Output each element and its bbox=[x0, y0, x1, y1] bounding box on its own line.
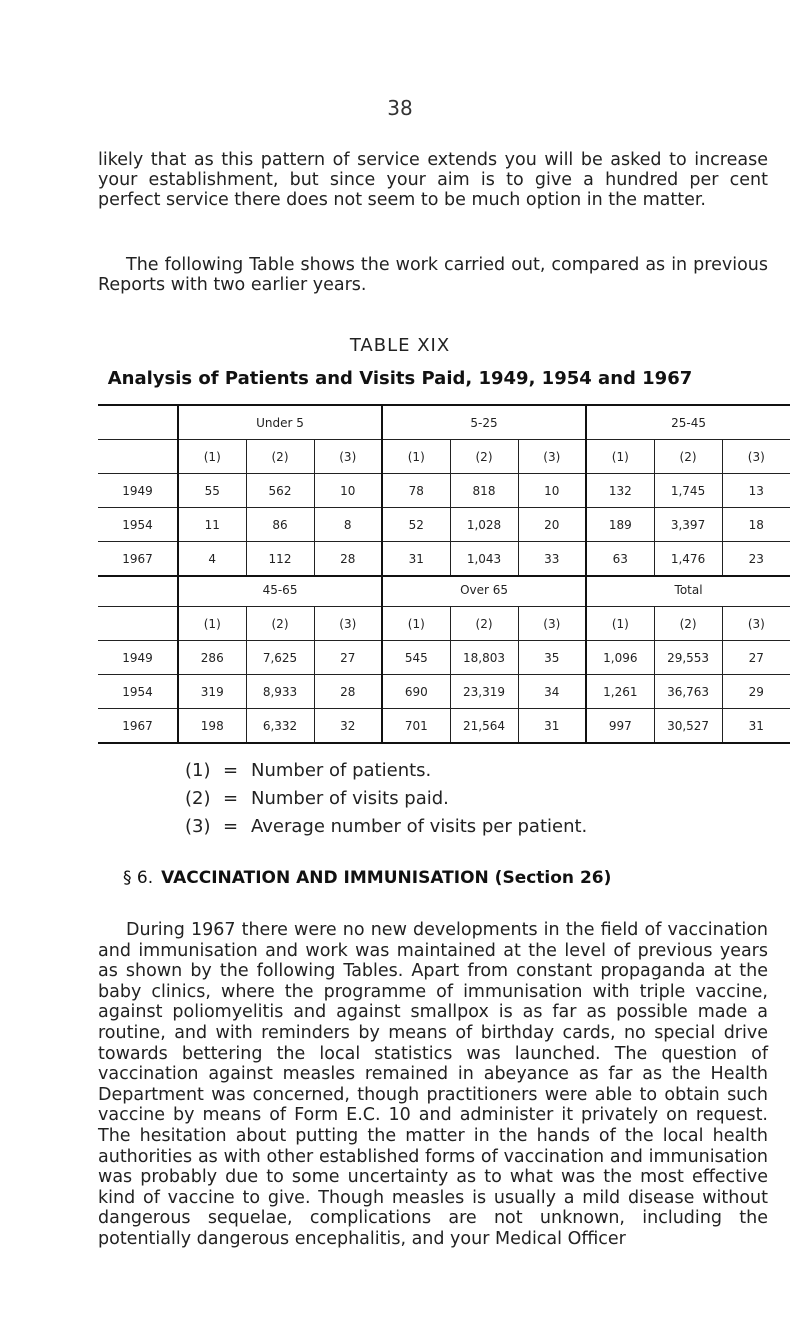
table-row bbox=[98, 641, 790, 675]
sub-header: (1) bbox=[586, 440, 654, 474]
table-row bbox=[98, 709, 790, 744]
legend-text: Average number of visits per patient. bbox=[251, 816, 588, 837]
table-intro-paragraph: The following Table shows the work carried out, compared as in previous Reports with two earlier years. bbox=[98, 255, 768, 295]
sub-header: (1) bbox=[178, 607, 246, 641]
data-cell: 78 bbox=[382, 474, 450, 508]
sub-header: (1) bbox=[382, 440, 450, 474]
data-cell: 28 bbox=[314, 542, 382, 577]
data-cell: 132 bbox=[586, 474, 654, 508]
data-cell: 18 bbox=[722, 508, 790, 542]
data-cell: 562 bbox=[246, 474, 314, 508]
year-cell: 1967 bbox=[98, 709, 178, 744]
data-cell: 11 bbox=[178, 508, 246, 542]
table-corner-cell bbox=[98, 405, 178, 440]
data-cell: 3,397 bbox=[654, 508, 722, 542]
data-cell: 23 bbox=[722, 542, 790, 577]
sub-header: (3) bbox=[722, 607, 790, 641]
sub-header: (3) bbox=[518, 440, 586, 474]
section-heading bbox=[123, 868, 783, 888]
data-cell: 1,261 bbox=[586, 675, 654, 709]
data-cell: 286 bbox=[178, 641, 246, 675]
table-row bbox=[98, 675, 790, 709]
table-row bbox=[98, 542, 790, 577]
sub-header: (3) bbox=[722, 440, 790, 474]
legend-item bbox=[185, 785, 587, 813]
analysis-table-bottom bbox=[98, 573, 790, 744]
data-cell: 1,043 bbox=[450, 542, 518, 577]
sub-header: (2) bbox=[246, 440, 314, 474]
data-cell: 1,476 bbox=[654, 542, 722, 577]
data-cell: 28 bbox=[314, 675, 382, 709]
data-cell: 33 bbox=[518, 542, 586, 577]
data-cell: 1,745 bbox=[654, 474, 722, 508]
data-cell: 36,763 bbox=[654, 675, 722, 709]
data-cell: 8,933 bbox=[246, 675, 314, 709]
data-cell: 10 bbox=[314, 474, 382, 508]
legend-code: (3) bbox=[185, 816, 211, 837]
data-cell: 701 bbox=[382, 709, 450, 744]
legend-item bbox=[185, 813, 587, 841]
data-cell: 7,625 bbox=[246, 641, 314, 675]
year-cell: 1954 bbox=[98, 675, 178, 709]
data-cell: 818 bbox=[450, 474, 518, 508]
page-number: 38 bbox=[387, 96, 413, 120]
legend-text: Number of patients. bbox=[251, 760, 432, 781]
group-header: 25-45 bbox=[586, 405, 790, 440]
sub-header: (2) bbox=[450, 607, 518, 641]
data-cell: 52 bbox=[382, 508, 450, 542]
year-cell: 1967 bbox=[98, 542, 178, 577]
data-cell: 31 bbox=[722, 709, 790, 744]
data-cell: 27 bbox=[722, 641, 790, 675]
sub-header: (2) bbox=[450, 440, 518, 474]
legend-code: (2) bbox=[185, 788, 211, 809]
data-cell: 10 bbox=[518, 474, 586, 508]
data-cell: 18,803 bbox=[450, 641, 518, 675]
sub-header: (3) bbox=[314, 440, 382, 474]
sub-header: (2) bbox=[246, 607, 314, 641]
data-cell: 86 bbox=[246, 508, 314, 542]
body-paragraph: During 1967 there were no new developments in the field of vaccination and immunisation and work was maintained at the level of previous years as shown by the following Tables. Apart from constant propaganda at the baby clinics, where the programme of immunisation with triple vaccine, against poliomyelitis and against smallpox is as far as possible made a routine, and with reminders by means of birthday cards, no special drive towards bettering the local statistics was launched. The question of vaccination against measles remained in abeyance as far as the Health Department was concerned, though practitioners were able to obtain such vaccine by means of Form E.C. 10 and administer it privately on request. The hesitation about putting the matter in the hands of the local health authorities as with other established forms of vaccination and immunisation was probably due to some uncertainty as to what was the most effective kind of vaccine to give. Though measles is usually a mild disease without dangerous sequelae, complications are not unknown, including the potentially dangerous encephalitis, and your Medical Officer bbox=[98, 920, 768, 1249]
legend-text: Number of visits paid. bbox=[251, 788, 449, 809]
data-cell: 1,096 bbox=[586, 641, 654, 675]
sub-header: (3) bbox=[518, 607, 586, 641]
data-cell: 112 bbox=[246, 542, 314, 577]
row-header-blank bbox=[98, 440, 178, 474]
data-cell: 31 bbox=[382, 542, 450, 577]
legend-code: (1) bbox=[185, 760, 211, 781]
group-header: 5-25 bbox=[382, 405, 586, 440]
legend-item bbox=[185, 757, 587, 785]
legend-equals: = bbox=[223, 760, 239, 781]
data-cell: 63 bbox=[586, 542, 654, 577]
table-title: TABLE XIX bbox=[349, 335, 451, 356]
sub-header: (2) bbox=[654, 607, 722, 641]
data-cell: 30,527 bbox=[654, 709, 722, 744]
year-cell: 1949 bbox=[98, 474, 178, 508]
data-cell: 20 bbox=[518, 508, 586, 542]
data-cell: 8 bbox=[314, 508, 382, 542]
intro-paragraph: likely that as this pattern of service extends you will be asked to increase your establishment, but since your aim is to give a hundred per cent perfect service there does not seem to be much option in the matter. bbox=[98, 150, 768, 210]
table-corner-cell bbox=[98, 573, 178, 607]
group-header: Over 65 bbox=[382, 573, 586, 607]
data-cell: 13 bbox=[722, 474, 790, 508]
data-cell: 4 bbox=[178, 542, 246, 577]
data-cell: 189 bbox=[586, 508, 654, 542]
row-header-blank bbox=[98, 607, 178, 641]
data-cell: 35 bbox=[518, 641, 586, 675]
year-cell: 1954 bbox=[98, 508, 178, 542]
group-header: Total bbox=[586, 573, 790, 607]
section-title: VACCINATION AND IMMUNISATION (Section 26) bbox=[161, 868, 612, 888]
data-cell: 545 bbox=[382, 641, 450, 675]
table-row bbox=[98, 474, 790, 508]
group-header: Under 5 bbox=[178, 405, 382, 440]
data-cell: 319 bbox=[178, 675, 246, 709]
data-cell: 32 bbox=[314, 709, 382, 744]
sub-header: (2) bbox=[654, 440, 722, 474]
data-cell: 23,319 bbox=[450, 675, 518, 709]
data-cell: 1,028 bbox=[450, 508, 518, 542]
sub-header: (3) bbox=[314, 607, 382, 641]
data-cell: 31 bbox=[518, 709, 586, 744]
data-cell: 34 bbox=[518, 675, 586, 709]
data-cell: 29,553 bbox=[654, 641, 722, 675]
table-row bbox=[98, 508, 790, 542]
sub-header: (1) bbox=[586, 607, 654, 641]
sub-header: (1) bbox=[178, 440, 246, 474]
legend-equals: = bbox=[223, 816, 239, 837]
year-cell: 1949 bbox=[98, 641, 178, 675]
data-cell: 29 bbox=[722, 675, 790, 709]
legend-equals: = bbox=[223, 788, 239, 809]
data-cell: 55 bbox=[178, 474, 246, 508]
data-cell: 21,564 bbox=[450, 709, 518, 744]
data-cell: 27 bbox=[314, 641, 382, 675]
table-legend bbox=[185, 757, 587, 841]
sub-header: (1) bbox=[382, 607, 450, 641]
table-subtitle: Analysis of Patients and Visits Paid, 1949, 1954 and 1967 bbox=[107, 368, 693, 389]
data-cell: 997 bbox=[586, 709, 654, 744]
data-cell: 6,332 bbox=[246, 709, 314, 744]
group-header: 45-65 bbox=[178, 573, 382, 607]
data-cell: 198 bbox=[178, 709, 246, 744]
section-symbol: § 6. bbox=[123, 868, 154, 888]
data-cell: 690 bbox=[382, 675, 450, 709]
analysis-table-top bbox=[98, 404, 790, 577]
